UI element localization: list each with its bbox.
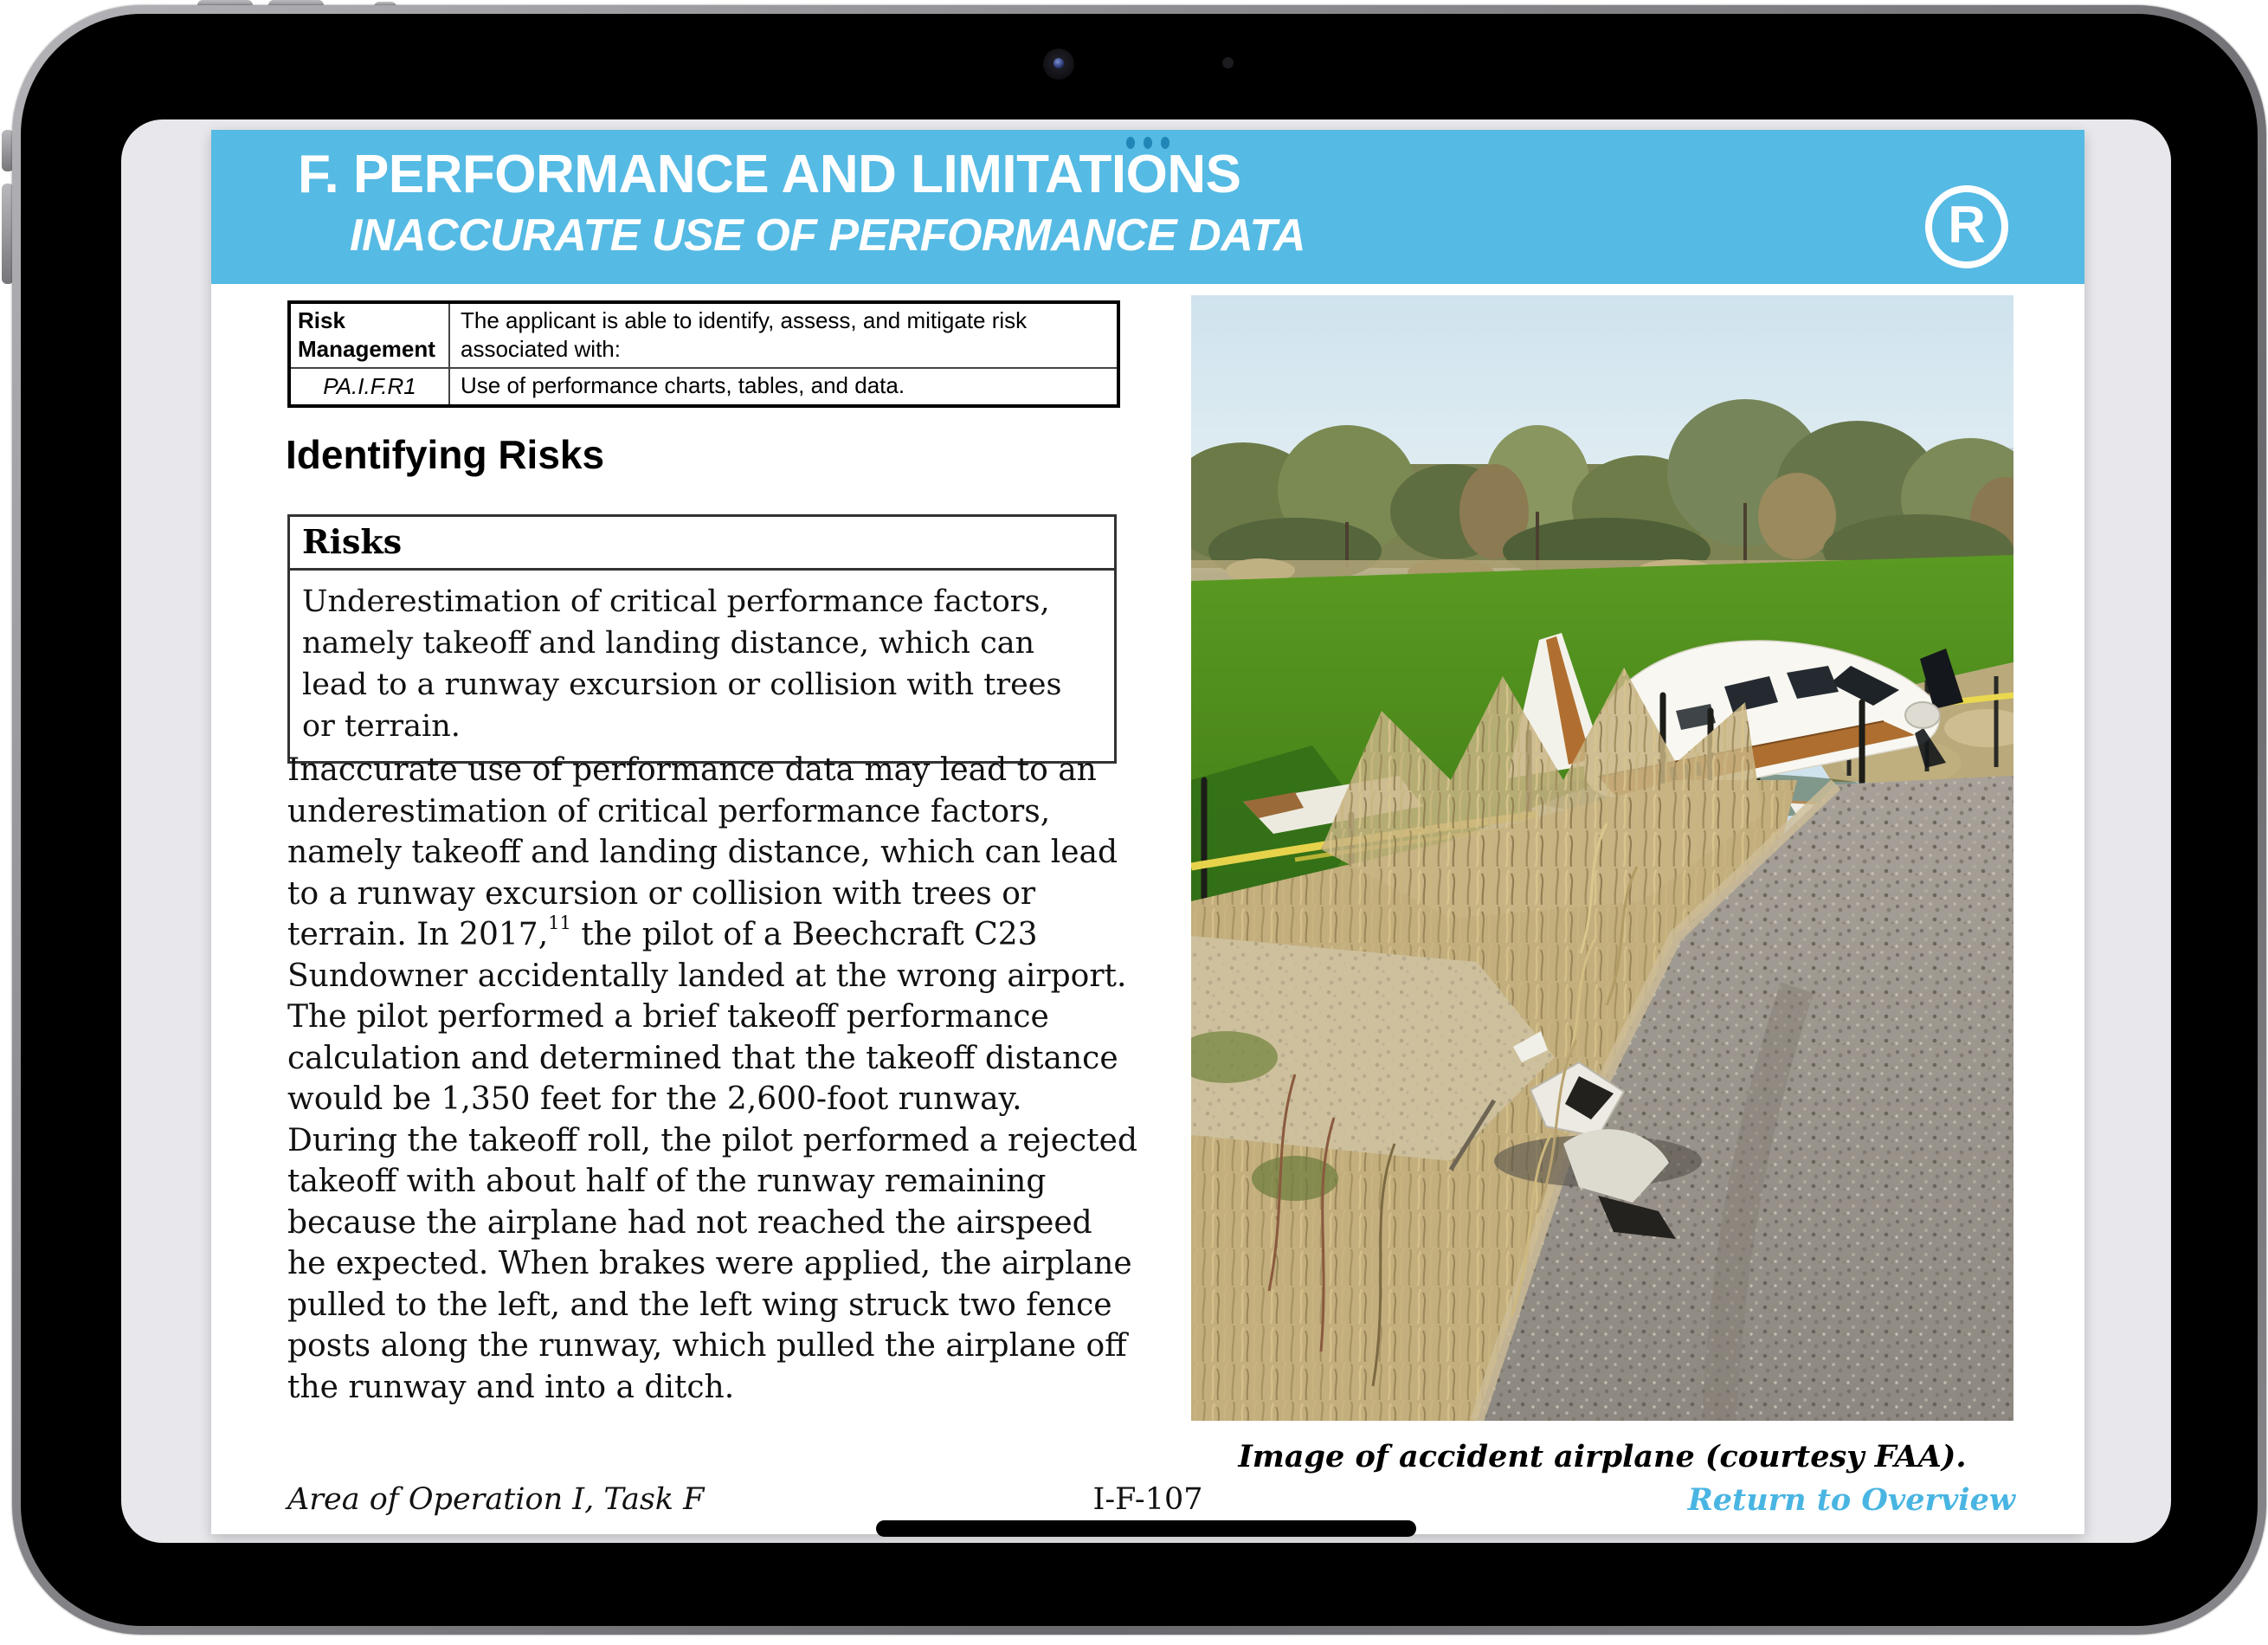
rm-text-cell: The applicant is able to identify, assess, and mitigate risk associated with: bbox=[461, 307, 1028, 362]
risks-box bbox=[287, 514, 1117, 764]
body-paragraph bbox=[287, 750, 1140, 1408]
accident-photo-illustration bbox=[1191, 295, 2013, 1421]
table-row bbox=[291, 367, 1117, 404]
paragraph-text: the pilot of a Beechcraft C23 Sundowner accidentally landed at the wrong airport. The pilot performed a brief takeoff performance calculation and determined that the takeoff distance would be 1,350 feet for the 2,600-foot runway. During the takeoff roll, the pilot performed a rejected takeoff with about half of the runway remaining because the airplane had not reached the airspeed he expected. When brakes were applied, the airplane pulled to the left, and the left wing struck two fence posts along the runway, which pulled the airplane off the runway and into a ditch. bbox=[287, 917, 1138, 1405]
registered-trademark-logo-icon bbox=[1925, 185, 2008, 268]
document-page bbox=[211, 130, 2084, 1534]
section-heading: Identifying Risks bbox=[286, 432, 605, 477]
paragraph-text: Inaccurate use of performance data may lead to an underestimation of critical performance factors, namely takeoff and landing distance, which can lead to a runway excursion or collision with trees or terrain. In 2017, bbox=[287, 752, 1118, 952]
footer-area-of-operation: Area of Operation I, Task F bbox=[287, 1482, 705, 1517]
footer-page-number: I-F-107 bbox=[1092, 1482, 1203, 1517]
table-row bbox=[291, 304, 1117, 367]
risk-management-table bbox=[287, 300, 1120, 408]
screen bbox=[121, 119, 2171, 1543]
logo-letter: R bbox=[1948, 196, 1986, 254]
photo-caption: Image of accident airplane (courtesy FAA). bbox=[1238, 1439, 1967, 1474]
return-to-overview-link[interactable]: Return to Overview bbox=[1687, 1482, 2015, 1518]
rm-label-cell: Risk Management bbox=[291, 304, 450, 367]
footnote-ref: 11 bbox=[548, 913, 571, 933]
rm-code-cell: PA.I.F.R1 bbox=[291, 369, 450, 404]
page-subtitle: INACCURATE USE OF PERFORMANCE DATA bbox=[350, 210, 1305, 261]
home-indicator[interactable] bbox=[876, 1520, 1416, 1537]
ipad-bezel bbox=[21, 14, 2258, 1626]
mic-icon bbox=[1222, 57, 1234, 68]
page-header bbox=[211, 130, 2084, 284]
ipad-frame bbox=[12, 5, 2266, 1635]
rm-text-cell: Use of performance charts, tables, and data. bbox=[461, 372, 905, 398]
risks-box-body: Underestimation of critical performance factors, namely takeoff and landing distance, which can lead to a runway excursion or collision with trees or terrain. bbox=[302, 584, 1062, 744]
front-camera-icon bbox=[1043, 48, 1074, 80]
accident-photo bbox=[1191, 295, 2013, 1421]
camera-lens-icon bbox=[1053, 58, 1064, 68]
risks-box-header: Risks bbox=[290, 517, 1114, 571]
page-title: F. PERFORMANCE AND LIMITATIONS bbox=[298, 145, 1241, 204]
